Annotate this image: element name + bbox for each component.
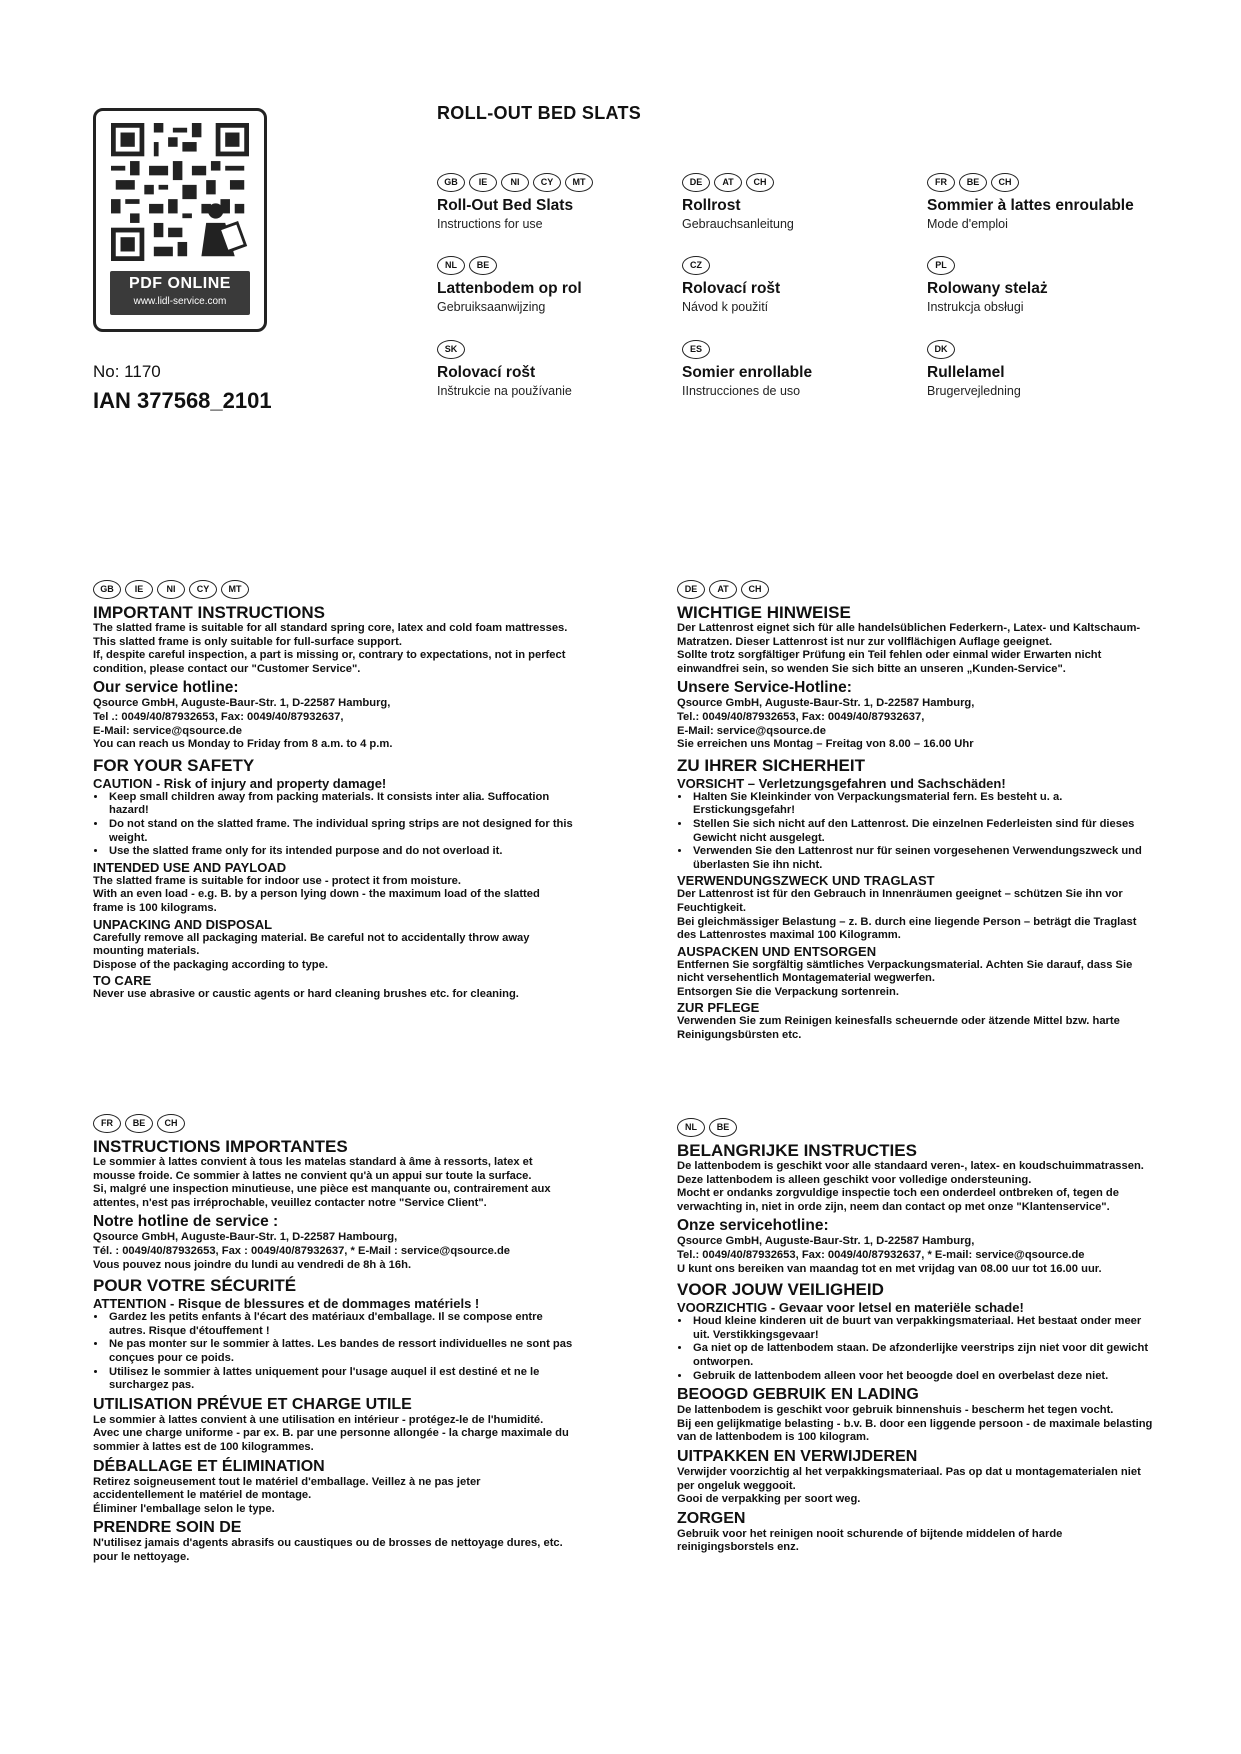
language-product-name: Rullelamel — [927, 364, 1005, 381]
country-code-badge: NL — [677, 1118, 705, 1137]
country-code-badge: NI — [501, 173, 529, 192]
safety-list — [93, 791, 573, 859]
country-code-badge: FR — [93, 1114, 121, 1133]
intended-use-text: Bei gleichmässiger Belastung – z. B. durch eine liegende Person – beträgt die Traglast des Lattenrostes maximal 100 Kilogramm. — [677, 915, 1137, 942]
language-manual-type: Instructions for use — [437, 217, 543, 231]
service-hotline-heading: Notre hotline de service : — [93, 1213, 279, 1231]
intended-use-heading: UTILISATION PRÉVUE ET CHARGE UTILE — [93, 1395, 412, 1413]
country-code-badge: GB — [437, 173, 465, 192]
country-code-badge: IE — [125, 580, 153, 599]
service-hotline-heading: Unsere Service-Hotline: — [677, 679, 852, 697]
country-badges — [682, 256, 780, 275]
safety-list-item: • Utilisez le sommier à lattes uniquement pour l'usage auquel il est destiné et ne le surchargez pas. — [107, 1366, 573, 1393]
safety-list-item: • Stellen Sie sich nicht auf den Lattenrost. Die einzelnen Federleisten sind für dieses Gewicht nicht ausgelegt. — [691, 818, 1157, 845]
language-product-name: Roll-Out Bed Slats — [437, 197, 574, 214]
hotline-address: Qsource GmbH, Auguste-Baur-Str. 1, D-22587 Hamburg, — [677, 1235, 975, 1248]
care-text: Never use abrasive or caustic agents or hard cleaning brushes etc. for cleaning. — [93, 988, 519, 1001]
important-text: The slatted frame is suitable for all standard spring core, latex and cold foam mattresses. This slatted frame is only suitable for full-surface support. — [93, 622, 568, 648]
country-code-badge: DE — [682, 173, 710, 192]
hotline-address: Qsource GmbH, Auguste-Baur-Str. 1, D-22587 Hamburg, — [93, 697, 391, 710]
safety-list-item: • Halten Sie Kleinkinder von Verpackungsmaterial fern. Es besteht u. a. Erstickungsgefahr! — [691, 791, 1157, 818]
unpacking-text: Entsorgen Sie die Verpackung sortenrein. — [677, 985, 899, 998]
safety-list — [677, 791, 1157, 873]
language-manual-type: IInstrucciones de uso — [682, 384, 801, 398]
section-french — [93, 1114, 573, 1564]
country-badges — [682, 173, 794, 192]
pdf-online-url[interactable]: www.lidl-service.com — [133, 296, 227, 307]
language-entry[interactable] — [682, 256, 780, 315]
language-entry[interactable] — [682, 173, 794, 232]
language-manual-type: Mode d'emploi — [927, 217, 1008, 231]
country-code-badge: CH — [746, 173, 774, 192]
language-product-name: Rolowany stelaż — [927, 280, 1048, 297]
safety-list — [677, 1315, 1157, 1383]
country-badges — [927, 256, 1048, 275]
language-entry[interactable] — [927, 340, 1021, 399]
hotline-hours: Sie erreichen uns Montag – Freitag von 8.00 – 16.00 Uhr — [677, 738, 974, 751]
care-text: Gebruik voor het reinigen nooit schurende of bijtende middelen of harde reinigingsborstels enz. — [677, 1527, 1063, 1554]
section-english — [93, 580, 573, 1002]
country-badges — [93, 1114, 573, 1133]
important-instructions-heading: BELANGRIJKE INSTRUCTIES — [677, 1141, 917, 1160]
country-badges — [93, 580, 573, 599]
care-heading: ZORGEN — [677, 1509, 746, 1527]
ian-number: IAN 377568_2101 — [93, 388, 272, 413]
pdf-online-label: PDF ONLINE — [129, 275, 231, 292]
pdf-online-badge[interactable] — [110, 271, 250, 315]
intended-use-heading: INTENDED USE AND PAYLOAD — [93, 859, 287, 875]
country-code-badge: CZ — [682, 256, 710, 275]
country-badges — [927, 340, 1021, 359]
country-code-badge: GB — [93, 580, 121, 599]
section-german — [677, 580, 1157, 1043]
safety-heading: ZU IHRER SICHERHEIT — [677, 755, 865, 775]
country-code-badge: CH — [157, 1114, 185, 1133]
country-code-badge: DK — [927, 340, 955, 359]
hotline-address: Qsource GmbH, Auguste-Baur-Str. 1, D-22587 Hamburg, — [677, 697, 975, 710]
important-text: Mocht er ondanks zorgvuldige inspectie toch een onderdeel ontbreken of, tegen de verwachting in, niet in orde zijn, neem dan contact op met onze "Klantenservice". — [677, 1187, 1119, 1213]
country-code-badge: NI — [157, 580, 185, 599]
country-code-badge: CH — [741, 580, 769, 599]
country-code-badge: BE — [709, 1118, 737, 1137]
safety-list-item: • Verwenden Sie den Lattenrost nur für seinen vorgesehenen Verwendungszweck und überlasten Sie ihn nicht. — [691, 845, 1157, 872]
important-instructions-heading: WICHTIGE HINWEISE — [677, 603, 851, 622]
qr-code-icon — [111, 123, 249, 261]
unpacking-heading: DÉBALLAGE ET ÉLIMINATION — [93, 1457, 325, 1475]
important-instructions-heading: INSTRUCTIONS IMPORTANTES — [93, 1137, 348, 1156]
country-code-badge: BE — [469, 256, 497, 275]
country-code-badge: MT — [565, 173, 593, 192]
language-product-name: Somier enrollable — [682, 364, 813, 381]
country-code-badge: FR — [927, 173, 955, 192]
country-code-badge: BE — [125, 1114, 153, 1133]
hotline-email: E-Mail: service@qsource.de — [677, 724, 826, 737]
intended-use-text: De lattenbodem is geschikt voor gebruik binnenshuis - bescherm het tegen vocht. — [677, 1404, 1114, 1417]
service-hotline-heading: Our service hotline: — [93, 679, 239, 697]
language-entry[interactable] — [437, 173, 593, 232]
language-product-name: Sommier à lattes enroulable — [927, 197, 1134, 214]
caution-text: ATTENTION - Risque de blessures et de dommages matériels ! — [93, 1296, 480, 1312]
intended-use-text: Le sommier à lattes convient à une utilisation en intérieur - protégez-le de l'humidité. — [93, 1413, 544, 1426]
important-instructions-heading: IMPORTANT INSTRUCTIONS — [93, 603, 326, 622]
hotline-hours: You can reach us Monday to Friday from 8 a.m. to 4 p.m. — [93, 738, 393, 751]
country-code-badge: NL — [437, 256, 465, 275]
unpacking-text: Dispose of the packaging according to type. — [93, 958, 328, 971]
country-code-badge: CH — [991, 173, 1019, 192]
unpacking-text: Verwijder voorzichtig al het verpakkingsmateriaal. Pas op dat u montagematerialen niet per ongeluk weggooit. — [677, 1465, 1141, 1492]
intended-use-heading: BEOOGD GEBRUIK EN LADING — [677, 1386, 919, 1404]
language-product-name: Rolovací rošt — [682, 280, 781, 297]
language-manual-type: Gebruiksaanwijzing — [437, 300, 546, 314]
safety-list-item: • Do not stand on the slatted frame. The individual spring strips are not designed for this weight. — [107, 818, 573, 845]
country-badges — [437, 256, 582, 275]
hotline-phone: Tel.: 0049/40/87932653, Fax: 0049/40/87932637, * E-mail: service@qsource.de — [677, 1248, 1085, 1261]
safety-list-item: • Ne pas monter sur le sommier à lattes. Les bandes de ressort individuelles ne sont pas conçues pour ce poids. — [107, 1338, 573, 1365]
important-text: Sollte trotz sorgfältiger Prüfung ein Teil fehlen oder einmal wider Erwarten nicht einwandfrei sein, so wenden Sie sich bitte an unseren „Kunden-Service". — [677, 649, 1102, 675]
language-product-name: Lattenbodem op rol — [437, 280, 582, 297]
safety-heading: FOR YOUR SAFETY — [93, 755, 255, 775]
country-badges — [677, 1118, 1157, 1137]
intended-use-heading: VERWENDUNGSZWECK UND TRAGLAST — [677, 873, 935, 889]
care-text: Verwenden Sie zum Reinigen keinesfalls scheuernde oder ätzende Mittel bzw. harte Reinigungsbürsten etc. — [677, 1015, 1120, 1042]
country-code-badge: PL — [927, 256, 955, 275]
caution-text: CAUTION - Risk of injury and property damage! — [93, 775, 387, 791]
intended-use-text: With an even load - e.g. B. by a person lying down - the maximum load of the slatted frame is 100 kilograms. — [93, 888, 540, 914]
country-badges — [437, 340, 572, 359]
language-entry[interactable] — [927, 256, 1048, 315]
important-text: Der Lattenrost eignet sich für alle handelsüblichen Federkern-, Latex- und Kaltschaum-Matratzen. Dieser Lattenrost ist nur zur vollflächigen Auflage geeignet. — [677, 622, 1141, 648]
document-title: ROLL-OUT BED SLATS — [437, 103, 642, 123]
care-text: N'utilisez jamais d'agents abrasifs ou caustiques ou de brosses de nettoyage dures, etc. pour le nettoyage. — [93, 1537, 563, 1563]
language-entry[interactable] — [437, 256, 582, 315]
safety-list — [93, 1311, 573, 1393]
language-manual-type: Brugervejledning — [927, 384, 1021, 398]
care-heading: ZUR PFLEGE — [677, 1000, 760, 1016]
hotline-phone: Tel .: 0049/40/87932653, Fax: 0049/40/87932637, — [93, 710, 344, 723]
intended-use-text: The slatted frame is suitable for indoor use - protect it from moisture. — [93, 874, 462, 887]
item-number: No: 1170 — [93, 362, 161, 381]
hotline-hours: U kunt ons bereiken van maandag tot en met vrijdag van 08.00 uur tot 16.00 uur. — [677, 1262, 1102, 1275]
safety-list-item: • Houd kleine kinderen uit de buurt van verpakkingsmateriaal. Het bestaat onder meer uit. Verstikkingsgevaar! — [691, 1315, 1157, 1342]
unpacking-text: Carefully remove all packaging material. Be careful not to accidentally throw away mounting materials. — [93, 931, 530, 958]
safety-heading: VOOR JOUW VEILIGHEID — [677, 1280, 884, 1300]
unpacking-heading: UNPACKING AND DISPOSAL — [93, 916, 273, 932]
intended-use-text: Avec une charge uniforme - par ex. B. par une personne allongée - la charge maximale du sommier à lattes est de 100 kilogrammes. — [93, 1427, 569, 1453]
language-entry[interactable] — [682, 340, 812, 399]
service-hotline-heading: Onze servicehotline: — [677, 1217, 829, 1235]
care-heading: TO CARE — [93, 973, 152, 989]
important-text: Le sommier à lattes convient à tous les matelas standard à âme à ressorts, latex et mousse froide. Ce sommier à lattes ne convient qu'à un appui sur toute la surface. — [93, 1156, 533, 1182]
country-code-badge: IE — [469, 173, 497, 192]
country-badges — [927, 173, 1134, 192]
country-code-badge: BE — [959, 173, 987, 192]
safety-list-item: • Use the slatted frame only for its intended purpose and do not overload it. — [107, 845, 573, 859]
language-manual-type: Inštrukcie na používanie — [437, 384, 572, 398]
country-code-badge: CY — [533, 173, 561, 192]
country-code-badge: AT — [709, 580, 737, 599]
unpacking-text: Gooi de verpakking per soort weg. — [677, 1493, 861, 1506]
country-badges — [677, 580, 1157, 599]
hotline-email: E-Mail: service@qsource.de — [93, 724, 242, 737]
care-heading: PRENDRE SOIN DE — [93, 1519, 242, 1537]
safety-list-item: • Gebruik de lattenbodem alleen voor het beoogde doel en overbelast deze niet. — [691, 1370, 1157, 1384]
unpacking-heading: UITPAKKEN EN VERWIJDEREN — [677, 1447, 918, 1465]
important-text: If, despite careful inspection, a part is missing or, contrary to expectations, not in perfect condition, please contact our "Customer Service". — [93, 649, 566, 675]
country-code-badge: CY — [189, 580, 217, 599]
country-badges — [682, 340, 812, 359]
country-code-badge: AT — [714, 173, 742, 192]
language-entry[interactable] — [927, 173, 1134, 232]
hotline-address: Qsource GmbH, Auguste-Baur-Str. 1, D-22587 Hambourg, — [93, 1231, 398, 1244]
country-badges — [437, 173, 593, 192]
safety-list-item: • Ga niet op de lattenbodem staan. De afzonderlijke veerstrips zijn niet voor dit gewicht ontworpen. — [691, 1342, 1157, 1369]
intended-use-text: Der Lattenrost ist für den Gebrauch in Innenräumen geeignet – schützen Sie ihn vor Feuchtigkeit. — [677, 888, 1123, 914]
language-product-name: Rollrost — [682, 197, 741, 214]
unpacking-text: Entfernen Sie sorgfältig sämtliches Verpackungsmaterial. Achten Sie darauf, dass Sie nicht versehentlich Montagematerial wegwerfen. — [677, 958, 1133, 985]
caution-text: VOORZICHTIG - Gevaar voor letsel en materiële schade! — [677, 1300, 1024, 1316]
language-manual-type: Instrukcja obsługi — [927, 300, 1024, 314]
safety-list-item: • Keep small children away from packing materials. It consists inter alia. Suffocation hazard! — [107, 791, 573, 818]
country-code-badge: DE — [677, 580, 705, 599]
safety-heading: POUR VOTRE SÉCURITÉ — [93, 1276, 297, 1296]
safety-list-item: • Gardez les petits enfants à l'écart des matériaux d'emballage. Il se compose entre autres. Risque d'étouffement ! — [107, 1311, 573, 1338]
unpacking-text: Éliminer l'emballage selon le type. — [93, 1502, 275, 1515]
country-code-badge: ES — [682, 340, 710, 359]
caution-text: VORSICHT – Verletzungsgefahren und Sachschäden! — [677, 775, 1006, 791]
section-dutch — [677, 1118, 1157, 1555]
unpacking-heading: AUSPACKEN UND ENTSORGEN — [677, 943, 877, 959]
important-text: De lattenbodem is geschikt voor alle standaard veren-, latex- en koudschuimmatrassen. Deze lattenbodem is alleen geschikt voor volledige ondersteuning. — [677, 1160, 1144, 1186]
language-manual-type: Návod k použití — [682, 300, 769, 314]
language-entry[interactable] — [437, 340, 572, 399]
unpacking-text: Retirez soigneusement tout le matériel d'emballage. Veillez à ne pas jeter accidentellement le matériel de montage. — [93, 1475, 481, 1502]
important-text: Si, malgré une inspection minutieuse, une pièce est manquante ou, contrairement aux attentes, n'est pas irréprochable, veuillez contacter notre "Service Client". — [93, 1183, 551, 1209]
hotline-phone: Tél. : 0049/40/87932653, Fax : 0049/40/87932637, * E-Mail : service@qsource.de — [93, 1244, 511, 1257]
country-code-badge: SK — [437, 340, 465, 359]
intended-use-text: Bij een gelijkmatige belasting - b.v. B. door een liggende persoon - de maximale belasting van de lattenbodem is 100 kilogram. — [677, 1417, 1153, 1444]
pdf-online-qr-box[interactable] — [93, 108, 267, 332]
language-product-name: Rolovací rošt — [437, 364, 536, 381]
hotline-phone: Tel.: 0049/40/87932653, Fax: 0049/40/87932637, — [677, 710, 925, 723]
language-manual-type: Gebrauchsanleitung — [682, 217, 794, 231]
hotline-hours: Vous pouvez nous joindre du lundi au vendredi de 8h à 16h. — [93, 1258, 412, 1271]
country-code-badge: MT — [221, 580, 249, 599]
